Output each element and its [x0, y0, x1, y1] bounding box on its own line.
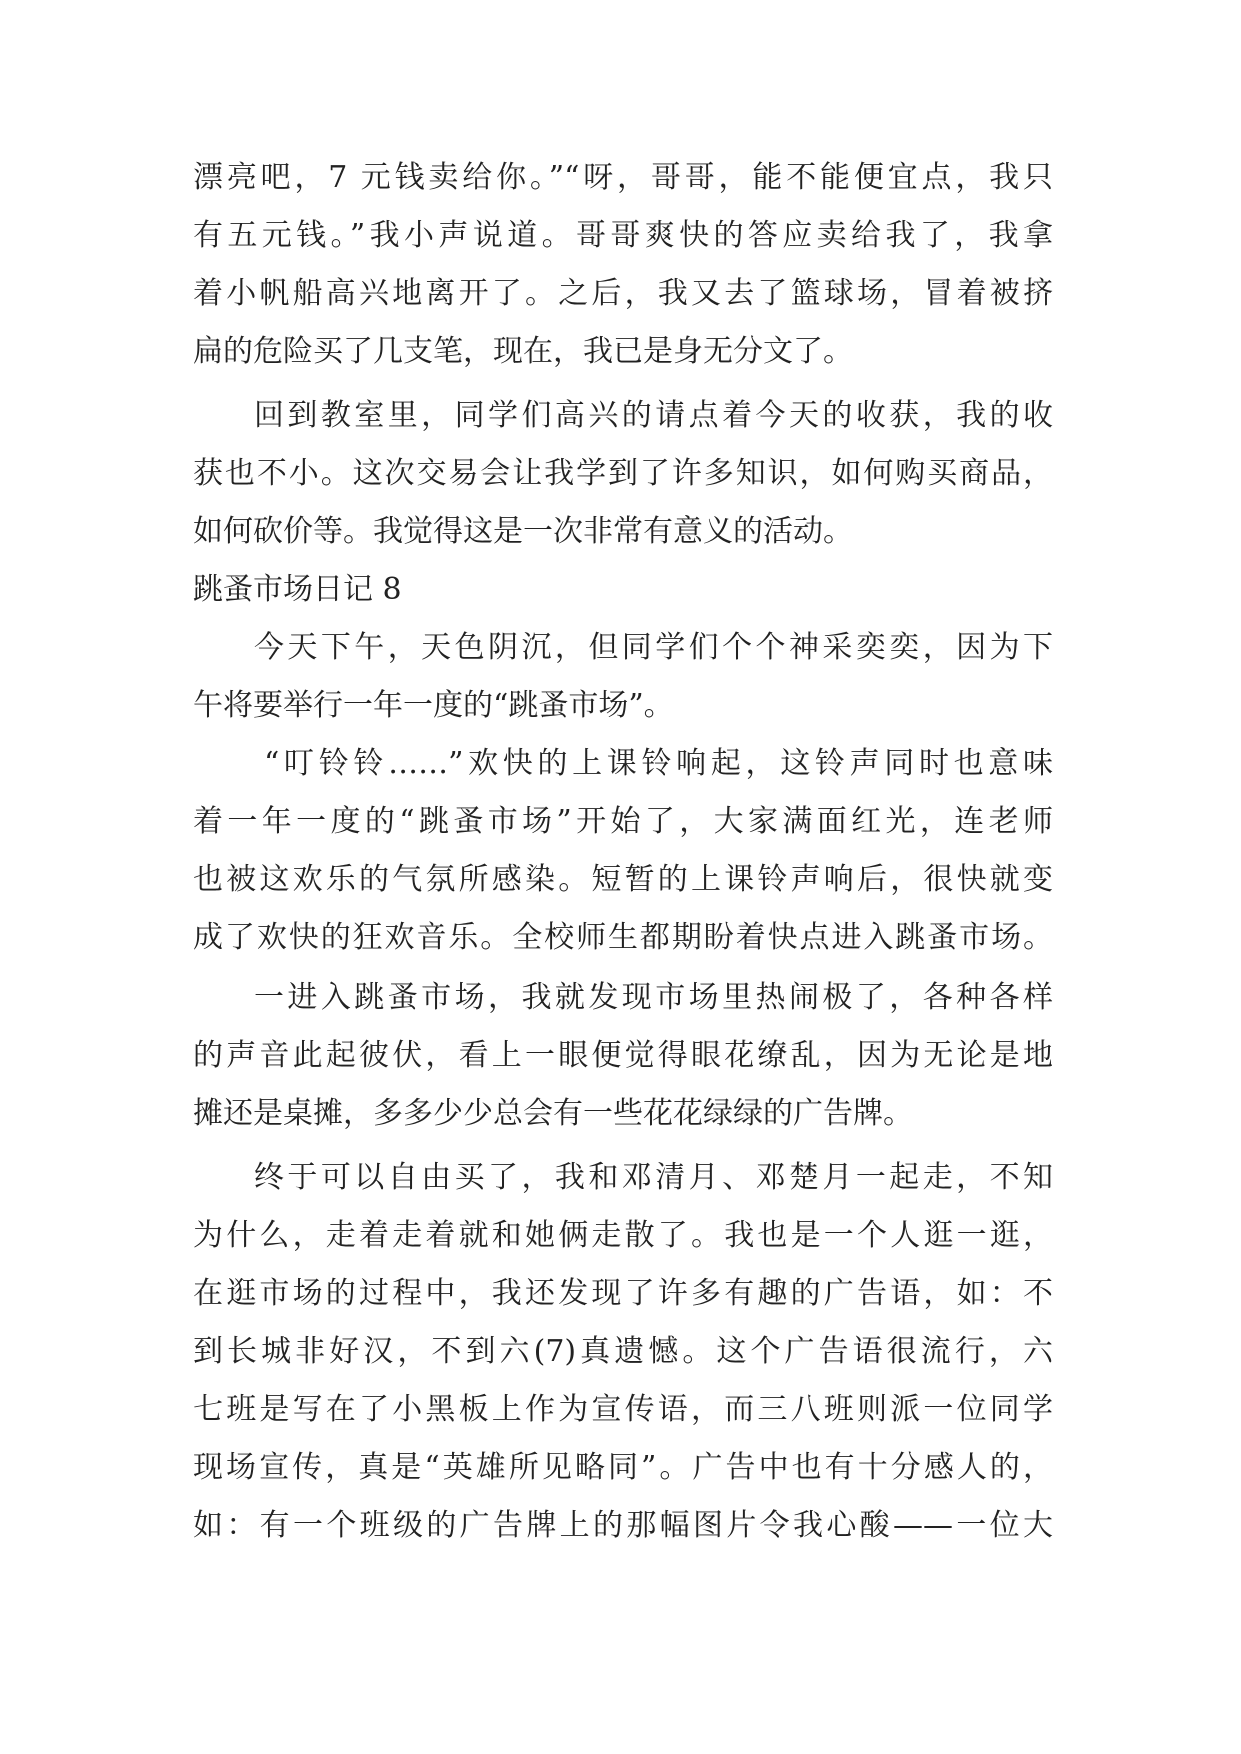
text-line: 如：有一个班级的广告牌上的那幅图片令我心酸——一位大	[193, 1508, 1053, 1543]
text-line: 扁的危险买了几支笔，现在，我已是身无分文了。	[193, 334, 853, 369]
section-title: 跳蚤市场日记 8	[193, 572, 402, 607]
text-line: 漂亮吧，7 元钱卖给你。”“呀，哥哥，能不能便宜点，我只	[193, 160, 1053, 195]
text-line: 成了欢快的狂欢音乐。全校师生都期盼着快点进入跳蚤市场。	[193, 920, 1053, 955]
paragraph-first-line: 一进入跳蚤市场，我就发现市场里热闹极了，各种各样	[254, 980, 1053, 1015]
text-line: 现场宣传，真是“英雄所见略同”。广告中也有十分感人的，	[193, 1450, 1053, 1485]
paragraph-first-line: 回到教室里，同学们高兴的请点着今天的收获，我的收	[254, 398, 1053, 433]
text-line: 七班是写在了小黑板上作为宣传语，而三八班则派一位同学	[193, 1392, 1053, 1427]
text-line: 在逛市场的过程中，我还发现了许多有趣的广告语，如：不	[193, 1276, 1053, 1311]
text-line: 摊还是桌摊，多多少少总会有一些花花绿绿的广告牌。	[193, 1096, 913, 1131]
paragraph-first-line: 终于可以自由买了，我和邓清月、邓楚月一起走，不知	[254, 1160, 1053, 1195]
text-line: 有五元钱。”我小声说道。哥哥爽快的答应卖给我了，我拿	[193, 218, 1053, 253]
text-line: 如何砍价等。我觉得这是一次非常有意义的活动。	[193, 514, 853, 549]
paragraph-first-line: 今天下午，天色阴沉，但同学们个个神采奕奕，因为下	[254, 630, 1053, 665]
text-line: 到长城非好汉，不到六(7)真遗憾。这个广告语很流行，六	[193, 1334, 1053, 1369]
text-line: 午将要举行一年一度的“跳蚤市场”。	[193, 688, 674, 723]
text-line: 为什么，走着走着就和她俩走散了。我也是一个人逛一逛，	[193, 1218, 1053, 1253]
text-line: 着小帆船高兴地离开了。之后，我又去了篮球场，冒着被挤	[193, 276, 1053, 311]
text-line: 着一年一度的“跳蚤市场”开始了，大家满面红光，连老师	[193, 804, 1053, 839]
paragraph-first-line: “叮铃铃……”欢快的上课铃响起，这铃声同时也意味	[264, 746, 1053, 781]
text-line: 的声音此起彼伏，看上一眼便觉得眼花缭乱，因为无论是地	[193, 1038, 1053, 1073]
text-line: 获也不小。这次交易会让我学到了许多知识，如何购买商品，	[193, 456, 1053, 491]
text-line: 也被这欢乐的气氛所感染。短暂的上课铃声响后，很快就变	[193, 862, 1053, 897]
